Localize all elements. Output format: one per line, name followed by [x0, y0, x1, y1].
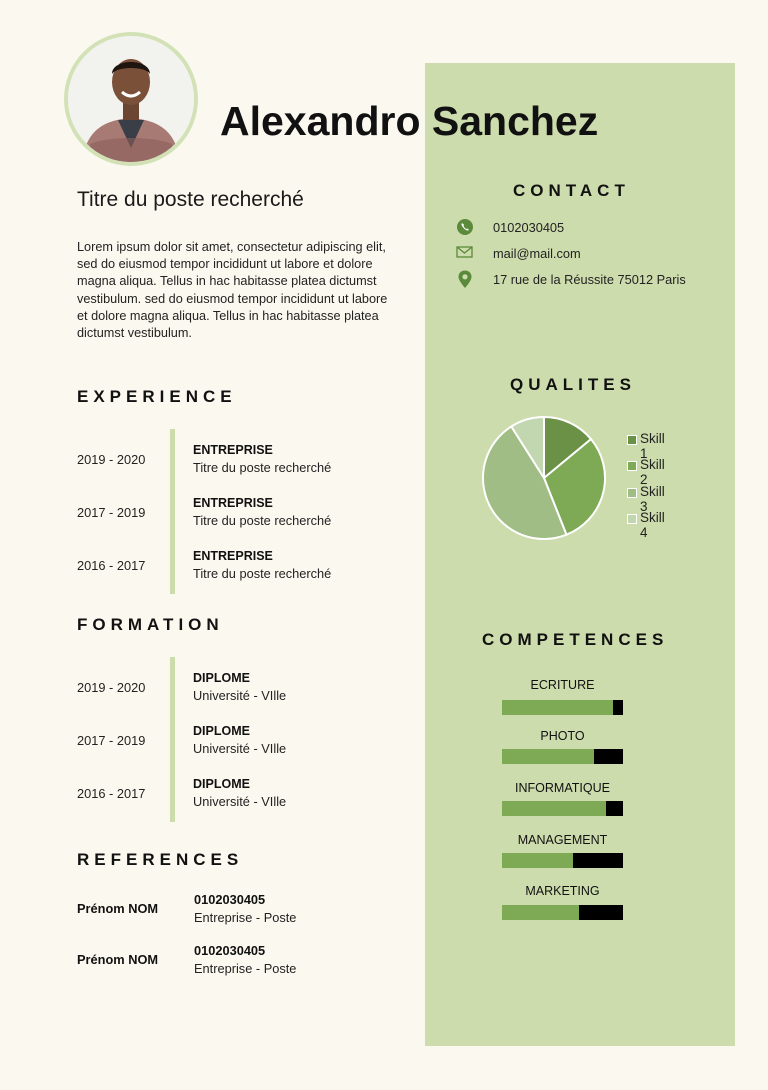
skill-bar-fill: [502, 853, 573, 868]
reference-name: Prénom NOM: [77, 901, 159, 916]
phone-icon: [455, 217, 475, 237]
formation-degree: DIPLOME: [193, 671, 250, 685]
profile-summary: Lorem ipsum dolor sit amet, consectetur adipiscing elit, sed do eiusmod tempor incididunt ut labore et dolore magna aliqua. Tellus in hac habitasse platea dictumst vestibulum. sed do eiusmod tempor incididunt ut labore et dolore magna aliqua. Tellus in hac habitasse platea dictumst vestibulum.: [77, 240, 388, 341]
formation-school: Université - VIlle: [193, 688, 287, 703]
candidate-name: Alexandro Sanchez: [220, 98, 599, 144]
legend-label: Skill 4: [640, 510, 665, 540]
experience-company: ENTREPRISE: [193, 443, 273, 457]
formation-heading: FORMATION: [77, 615, 224, 634]
formation-item: [77, 774, 417, 814]
experience-period: 2019 - 2020: [77, 452, 146, 467]
contact-address: 17 rue de la Réussite 75012 Paris: [493, 272, 686, 287]
reference-position: Entreprise - Poste: [194, 910, 297, 925]
experience-period: 2017 - 2019: [77, 505, 146, 520]
experience-role: Titre du poste recherché: [193, 460, 332, 475]
experience-company: ENTREPRISE: [193, 496, 273, 510]
portrait-image: [68, 36, 194, 162]
reference-phone: 0102030405: [194, 943, 266, 958]
contact-email-line: [455, 243, 725, 263]
right-sidebar-panel: [425, 63, 735, 1046]
contact-address-line: [455, 269, 725, 289]
references-heading: REFERENCES: [77, 850, 244, 869]
skill-bar: [502, 700, 623, 715]
formation-item: [77, 721, 417, 761]
legend-swatch: [627, 461, 637, 471]
skill-bar-fill: [502, 905, 579, 920]
skill-bar-fill: [502, 749, 594, 764]
skill-label: ECRITURE: [530, 678, 595, 692]
skill-bar: [502, 801, 623, 816]
formation-degree: DIPLOME: [193, 724, 250, 738]
skill-bar: [502, 853, 623, 868]
legend-swatch: [627, 514, 637, 524]
qualites-heading: QUALITES: [510, 375, 636, 394]
legend-swatch: [627, 488, 637, 498]
legend-swatch: [627, 435, 637, 445]
experience-role: Titre du poste recherché: [193, 566, 332, 581]
skill-bar: [502, 905, 623, 920]
reference-position: Entreprise - Poste: [194, 961, 297, 976]
reference-phone: 0102030405: [194, 892, 266, 907]
job-title: Titre du poste recherché: [77, 188, 304, 211]
skill-label: PHOTO: [540, 729, 585, 743]
experience-item: [77, 440, 417, 480]
contact-phone: 0102030405: [493, 220, 565, 235]
formation-degree: DIPLOME: [193, 777, 250, 791]
experience-item: [77, 546, 417, 586]
skill-bar: [502, 749, 623, 764]
skill-label: INFORMATIQUE: [515, 781, 610, 795]
experience-company: ENTREPRISE: [193, 549, 273, 563]
experience-role: Titre du poste recherché: [193, 513, 332, 528]
contact-email: mail@mail.com: [493, 246, 581, 261]
experience-period: 2016 - 2017: [77, 558, 146, 573]
skill-label: MARKETING: [525, 884, 600, 898]
formation-school: Université - VIlle: [193, 794, 287, 809]
skill-label: MANAGEMENT: [517, 833, 608, 847]
formation-period: 2019 - 2020: [77, 680, 146, 695]
location-pin-icon: [455, 269, 475, 289]
qualites-pie-chart: [479, 413, 609, 543]
skill-bar-fill: [502, 801, 606, 816]
reference-item: [77, 891, 417, 931]
contact-heading: CONTACT: [513, 181, 630, 200]
formation-period: 2016 - 2017: [77, 786, 146, 801]
experience-heading: EXPERIENCE: [77, 387, 237, 406]
legend-label: Skill 2: [640, 457, 665, 487]
competences-heading: COMPETENCES: [482, 630, 669, 649]
experience-item: [77, 493, 417, 533]
contact-phone-line: [455, 217, 725, 237]
profile-photo: [64, 32, 198, 166]
legend-label: Skill 1: [640, 431, 665, 461]
mail-icon: [455, 243, 475, 263]
formation-item: [77, 668, 417, 708]
reference-item: [77, 942, 417, 982]
skill-bar-fill: [502, 700, 613, 715]
reference-name: Prénom NOM: [77, 952, 159, 967]
formation-period: 2017 - 2019: [77, 733, 146, 748]
legend-label: Skill 3: [640, 484, 665, 514]
formation-school: Université - VIlle: [193, 741, 287, 756]
